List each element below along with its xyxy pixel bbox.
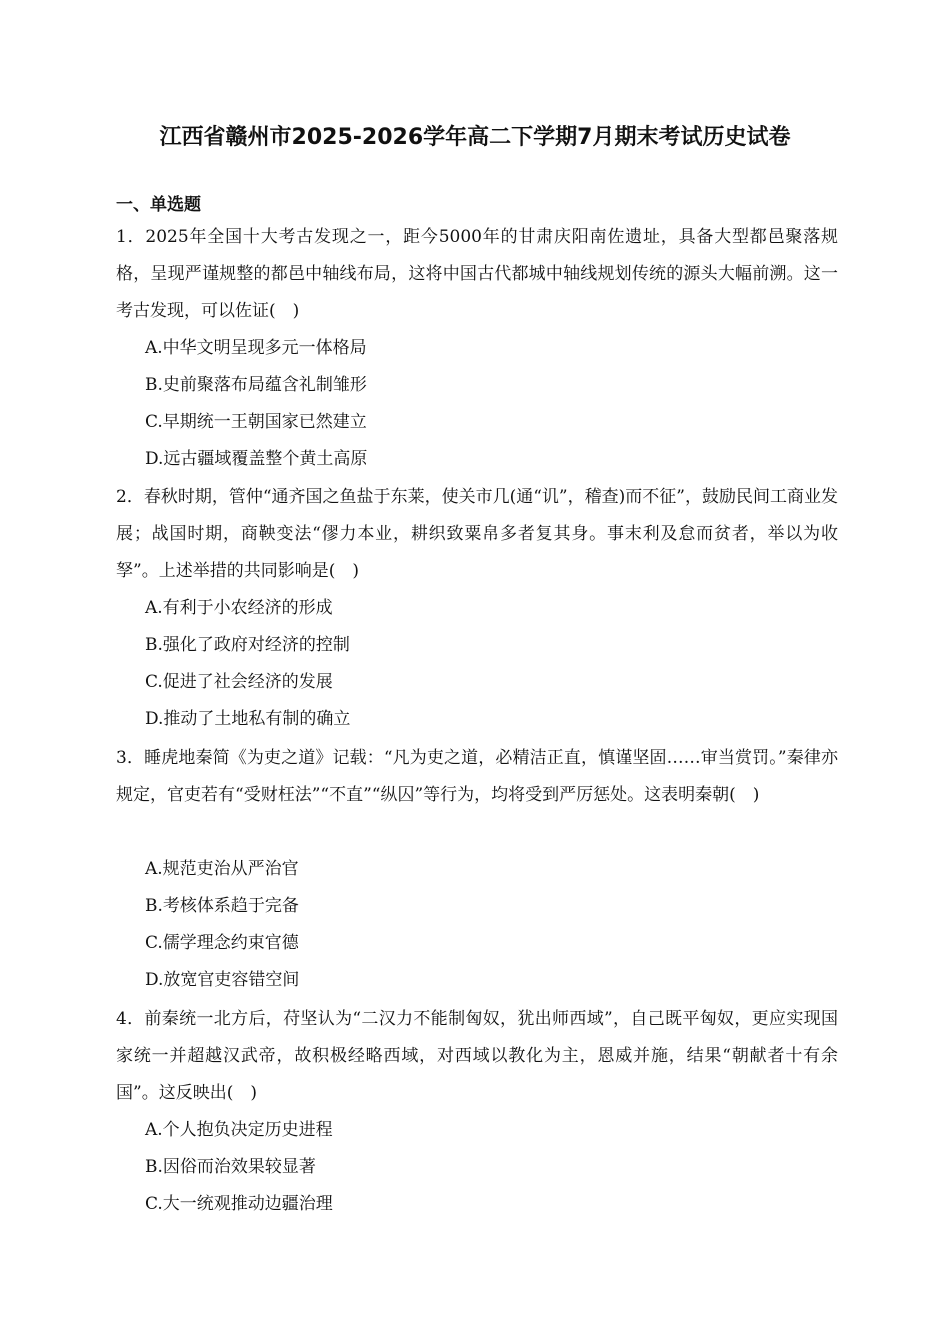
exam-title: 江西省赣州市2025-2026学年高二下学期7月期末考试历史试卷 <box>159 125 791 150</box>
question-2-option-d: D.推动了土地私有制的确立 <box>145 709 351 729</box>
question-1-option-d: D.远古疆域覆盖整个黄土高原 <box>145 449 368 469</box>
question-1-option-a: A.中华文明呈现多元一体格局 <box>145 338 367 358</box>
question-4-option-c: C.大一统观推动边疆治理 <box>145 1194 333 1214</box>
question-2-option-b: B.强化了政府对经济的控制 <box>145 635 350 655</box>
question-2-stem: 2．春秋时期，管仲“通齐国之鱼盐于东莱，使关市几(通“讥”，稽查)而不征”，鼓励民间工商业发展；战国时期，商鞅变法“僇力本业，耕织致粟帛多者复其身。事末利及怠而贫者，举以为收孥”。上述举措的共同影响是( ) <box>116 487 838 581</box>
question-4-stem: 4．前秦统一北方后，苻坚认为“二汉力不能制匈奴，犹出师西域”，自己既平匈奴，更应实现国家统一并超越汉武帝，故积极经略西域，对西域以教化为主，恩威并施，结果“朝献者十有余国”。这反映出( ) <box>116 1009 838 1103</box>
question-4-option-a: A.个人抱负决定历史进程 <box>145 1120 333 1140</box>
question-3-option-c: C.儒学理念约束官德 <box>145 933 299 953</box>
question-2-option-c: C.促进了社会经济的发展 <box>145 672 333 692</box>
question-1-option-c: C.早期统一王朝国家已然建立 <box>145 412 367 432</box>
question-4-option-b: B.因俗而治效果较显著 <box>145 1157 316 1177</box>
section-heading: 一、单选题 <box>116 195 201 215</box>
question-2-option-a: A.有利于小农经济的形成 <box>145 598 333 618</box>
question-3-option-d: D.放宽官吏容错空间 <box>145 970 300 990</box>
question-3-option-a: A.规范吏治从严治官 <box>145 859 299 879</box>
question-3-option-b: B.考核体系趋于完备 <box>145 896 299 916</box>
question-1-stem: 1．2025年全国十大考古发现之一，距今5000年的甘肃庆阳南佐遗址，具备大型都邑聚落规格，呈现严谨规整的都邑中轴线布局，这将中国古代都城中轴线规划传统的源头大幅前溯。这一考古发现，可以佐证( ) <box>116 227 838 321</box>
question-1-option-b: B.史前聚落布局蕴含礼制雏形 <box>145 375 367 395</box>
question-3-stem: 3．睡虎地秦简《为吏之道》记载：“凡为吏之道，必精洁正直，慎谨坚固……审当赏罚。”秦律亦规定，官吏若有“受财枉法”“不直”“纵囚”等行为，均将受到严厉惩处。这表明秦朝( ) <box>116 748 838 805</box>
